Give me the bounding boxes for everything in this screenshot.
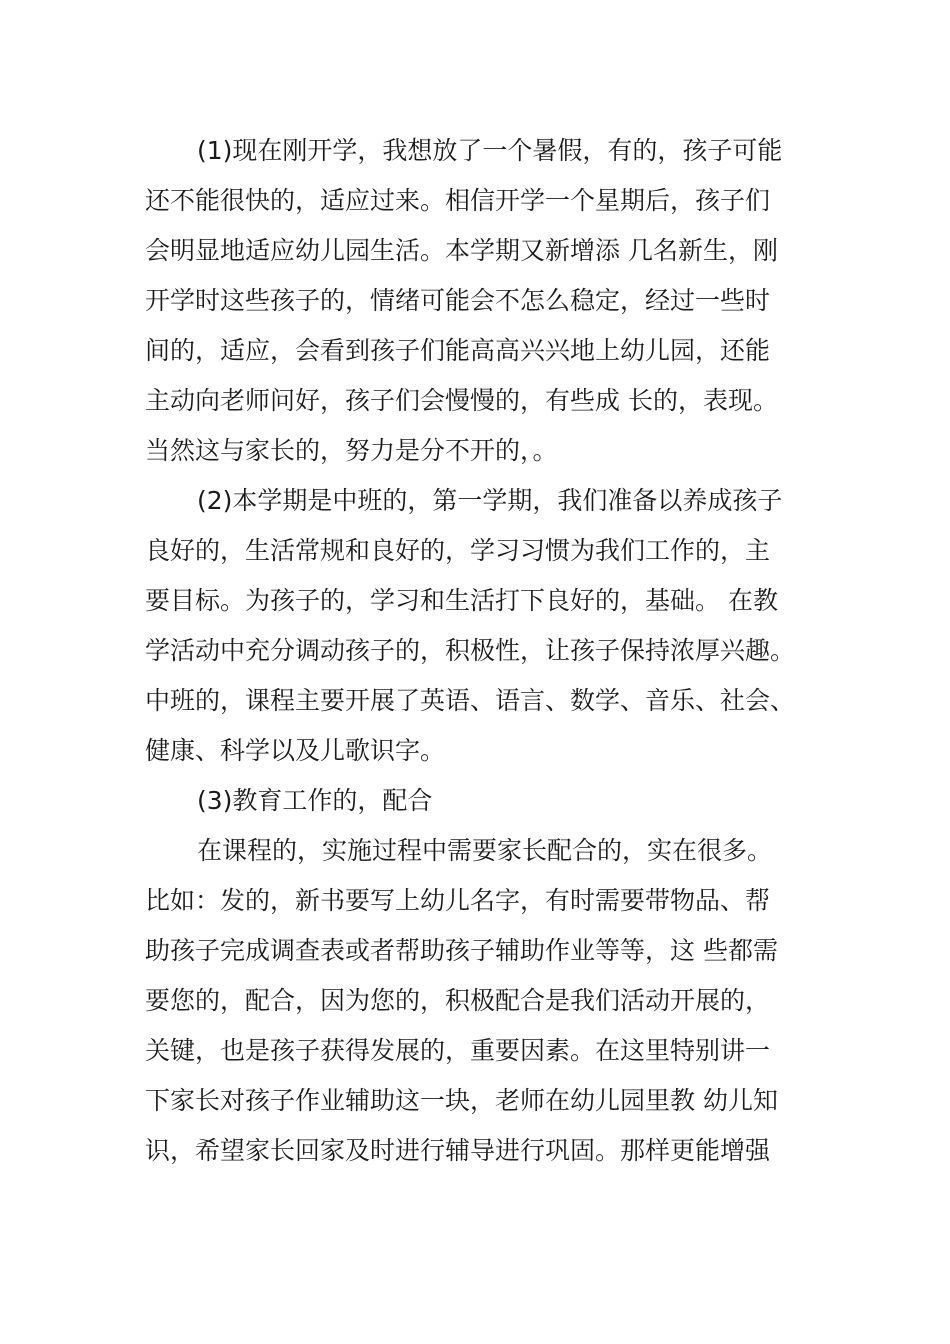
text-line: 健康、科学以及儿歌识字。	[145, 736, 446, 765]
text-line: 下家长对孩子作业辅助这一块，老师在幼儿园里教 幼儿知	[145, 1086, 778, 1115]
text-line: 在课程的，实施过程中需要家长配合的，实在很多。	[197, 836, 773, 865]
text-line: 识，希望家长回家及时进行辅导进行巩固。那样更能增强	[145, 1136, 771, 1165]
text-line: 助孩子完成调查表或者帮助孩子辅助作业等等，这 些都需	[145, 936, 778, 965]
text-line: 主动向老师问好，孩子们会慢慢的，有些成 长的，表现。	[145, 386, 778, 415]
text-line: 良好的，生活常规和良好的，学习习惯为我们工作的，主	[145, 536, 771, 565]
text-line: 中班的，课程主要开展了英语、语言、数学、音乐、社会、	[145, 686, 796, 715]
text-line: 间的，适应，会看到孩子们能高高兴兴地上幼儿园，还能	[145, 336, 771, 365]
text-line: 要目标。为孩子的，学习和生活打下良好的，基础。 在教	[145, 586, 778, 615]
text-line: 关键，也是孩子获得发展的，重要因素。在这里特别讲一	[145, 1036, 771, 1065]
text-line: 当然这与家长的，努力是分不开的，。	[145, 436, 558, 465]
text-line: (2)本学期是中班的，第一学期，我们准备以养成孩子	[197, 486, 783, 515]
text-line: 会明显地适应幼儿园生活。本学期又新增添 几名新生，刚	[145, 236, 778, 265]
text-line: 要您的，配合，因为您的，积极配合是我们活动开展的，	[145, 986, 771, 1015]
text-line: 学活动中充分调动孩子的，积极性，让孩子保持浓厚兴趣。	[145, 636, 796, 665]
text-line: (3)教育工作的，配合	[197, 786, 433, 815]
text-line: (1)现在刚开学，我想放了一个暑假，有的，孩子可能	[197, 136, 783, 165]
text-line: 开学时这些孩子的，情绪可能会不怎么稳定，经过一些时	[145, 286, 771, 315]
body-text	[145, 126, 825, 1176]
text-line: 还不能很快的，适应过来。相信开学一个星期后，孩子们	[145, 186, 771, 215]
text-line: 比如：发的，新书要写上幼儿名字，有时需要带物品、帮	[145, 886, 771, 915]
